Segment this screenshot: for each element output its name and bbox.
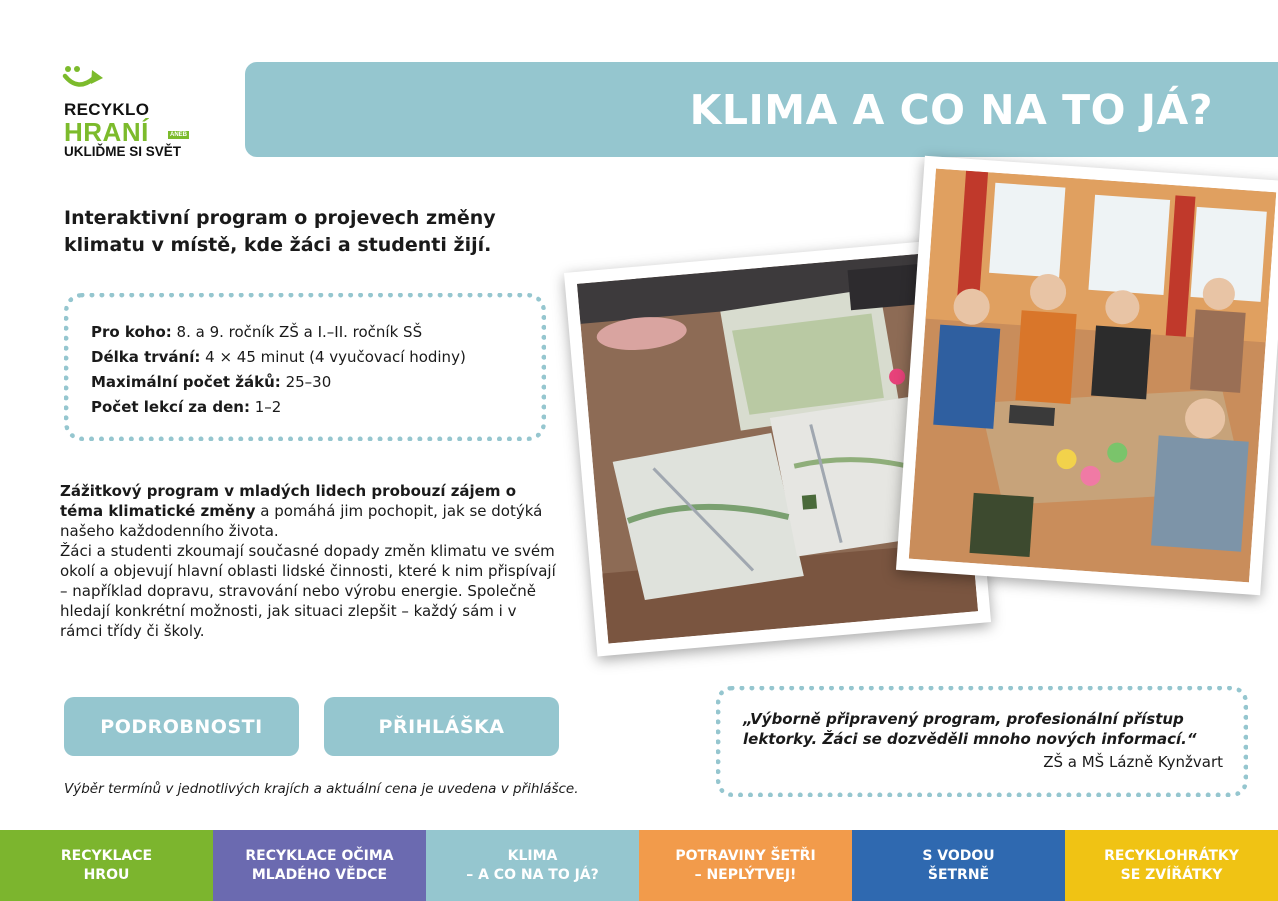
logo-text-aneb: ANEB — [170, 132, 188, 138]
details-button[interactable]: PODROBNOSTI — [64, 697, 299, 756]
program-subtitle: Interaktivní program o projevech změny klimatu v místě, kde žáci a studenti žijí. — [64, 207, 496, 256]
logo-text-hrani: HRANÍ — [64, 117, 149, 147]
program-description — [60, 481, 560, 641]
info-duration-value: 4 × 45 minut (4 vyučovací hodiny) — [200, 348, 466, 366]
page-title: KLIMA A CO NA TO JÁ? — [689, 86, 1213, 134]
nav-item-recyklace-hrou[interactable] — [0, 830, 213, 901]
nav-item-label-line2: – NEPLÝTVEJ! — [694, 866, 797, 883]
nav-item-label-line2: – A CO NA TO JÁ? — [466, 866, 599, 883]
photo-students-classroom — [896, 156, 1278, 595]
nav-item-label-line1: S VODOU — [922, 847, 995, 864]
info-max-label: Maximální počet žáků: — [91, 373, 281, 391]
info-target — [91, 320, 541, 345]
nav-item-label-line1: RECYKLACE — [60, 847, 153, 864]
info-duration — [91, 345, 541, 370]
nav-item-label-line1: RECYKLACE OČIMA — [245, 847, 394, 864]
nav-item-potraviny[interactable] — [639, 830, 852, 901]
nav-item-label-line1: POTRAVINY ŠETŘI — [675, 847, 816, 864]
nav-item-label-line1: RECYKLOHRÁTKY — [1104, 847, 1239, 864]
info-max-students — [91, 370, 541, 395]
description-intro-bold: Zážitkový program v mladých lidech probouzí zájem o téma klimatické změny — [60, 482, 517, 520]
nav-item-label-line1: KLIMA — [507, 847, 558, 864]
nav-item-recyklohratky[interactable] — [1065, 830, 1278, 901]
nav-item-klima[interactable] — [426, 830, 639, 901]
testimonial-text: „Výborně připravený program, profesionální přístup lektorky. Žáci se dozvěděli mnoho nových informací.“ — [743, 710, 1197, 748]
nav-item-recyklace-ocima-vedce[interactable] — [213, 830, 426, 901]
info-lessons-label: Počet lekcí za den: — [91, 398, 250, 416]
title-banner — [245, 62, 1278, 157]
nav-item-label-line2: SE ZVÍŘÁTKY — [1120, 866, 1223, 883]
logo[interactable] — [62, 64, 202, 164]
nav-item-label-line2: HROU — [83, 866, 130, 883]
info-max-value: 25–30 — [280, 373, 332, 391]
logo-text-uklidme: UKLIĎME SI SVĚT — [64, 144, 182, 159]
testimonial-box — [716, 686, 1248, 797]
info-lessons-value: 1–2 — [249, 398, 282, 416]
description-paragraph: Žáci a studenti zkoumají současné dopady změn klimatu ve svém okolí a objevují hlavní oblasti lidské činnosti, které k nim přispívají – například dopravu, stravování nebo výrobu energie. Společně hledají konkrétní možnosti, jak situaci zlepšit – každý sám i v rámci třídy či školy. — [60, 542, 556, 640]
logo-text-recyklo: RECYKLO — [64, 100, 150, 119]
testimonial-author: ZŠ a MŠ Lázně Kynžvart — [1043, 753, 1223, 771]
info-target-value: 8. a 9. ročník ZŠ a I.–II. ročník SŠ — [171, 323, 423, 341]
nav-item-label-line2: ŠETRNĚ — [927, 866, 990, 883]
info-duration-label: Délka trvání: — [91, 348, 201, 366]
info-target-label: Pro koho: — [91, 323, 172, 341]
program-navigation — [0, 830, 1278, 901]
description-intro-rest: a pomáhá jim pochopit, jak se dotýká našeho každodenního života. — [60, 502, 543, 540]
nav-item-label-line2: MLADÉHO VĚDCE — [251, 866, 388, 883]
info-lessons — [91, 395, 541, 420]
recycle-arrow-icon — [62, 64, 106, 92]
pricing-note: Výběr termínů v jednotlivých krajích a aktuální cena je uvedena v přihlášce. — [64, 781, 579, 797]
program-info-box — [64, 293, 546, 441]
apply-button[interactable]: PŘIHLÁŠKA — [324, 697, 559, 756]
nav-item-s-vodou-setrne[interactable] — [852, 830, 1065, 901]
